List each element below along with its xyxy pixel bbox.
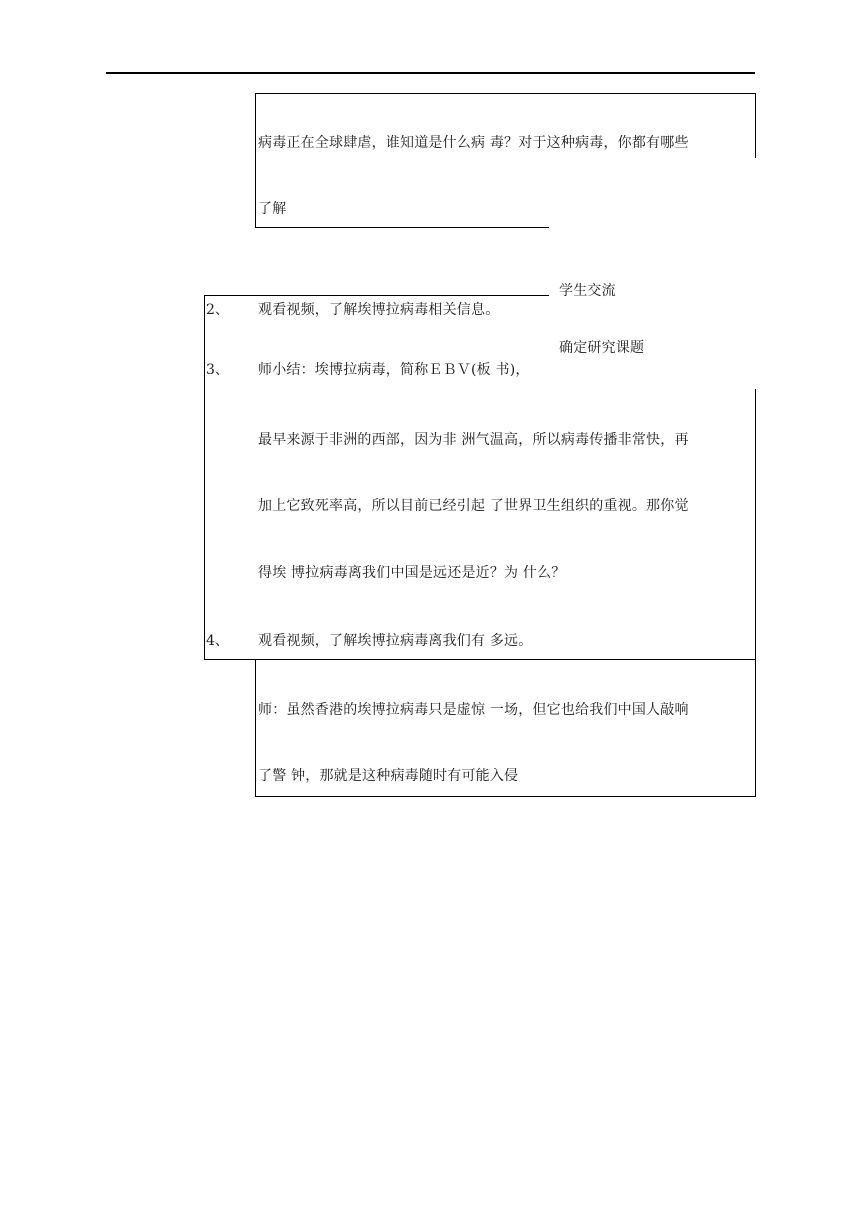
box2-top-border xyxy=(204,295,549,296)
box1-top-border xyxy=(255,93,755,94)
header-rule xyxy=(106,72,755,74)
list-item-number: 2、 xyxy=(206,302,229,318)
box1-right-border xyxy=(755,93,756,158)
list-item-number: 3、 xyxy=(206,362,229,378)
box2-right-border xyxy=(755,389,756,660)
box1-line-1: 病毒正在全球肆虐，谁知道是什么病 毒？对于这种病毒，你都有哪些 xyxy=(258,135,689,151)
list-item-text: 观看视频，了解埃博拉病毒离我们有 多远。 xyxy=(258,633,533,649)
list-item-text: 师小结：埃博拉病毒，简称ＥＢＶ(板 书)， xyxy=(258,362,530,378)
box1-left-border xyxy=(255,93,256,228)
summary-line-1: 最早来源于非洲的西部，因为非 洲气温高，所以病毒传播非常快，再 xyxy=(258,432,689,448)
box2-bottom-border xyxy=(204,659,756,660)
list-item-text: 观看视频，了解埃博拉病毒相关信息。 xyxy=(258,302,500,318)
box1-bottom-border xyxy=(255,227,549,228)
side-label-student-exchange: 学生交流 xyxy=(559,283,616,299)
box2-left-border xyxy=(204,295,205,660)
side-label-research-topic: 确定研究课题 xyxy=(559,340,645,356)
teacher-note-line-2: 了警 钟，那就是这种病毒随时有可能入侵 xyxy=(258,768,519,784)
box3-right-border xyxy=(755,660,756,797)
teacher-note-line-1: 师：虽然香港的埃博拉病毒只是虚惊 一场，但它也给我们中国人敲响 xyxy=(258,702,689,718)
box3-bottom-border xyxy=(255,796,756,797)
list-item-number: 4、 xyxy=(206,633,229,649)
box1-line-2: 了解 xyxy=(258,201,287,217)
summary-line-3: 得埃 博拉病毒离我们中国是远还是近？为 什么？ xyxy=(258,565,566,581)
summary-line-2: 加上它致死率高，所以目前已经引起 了世界卫生组织的重视。那你觉 xyxy=(258,498,689,514)
box3-left-border xyxy=(255,660,256,797)
